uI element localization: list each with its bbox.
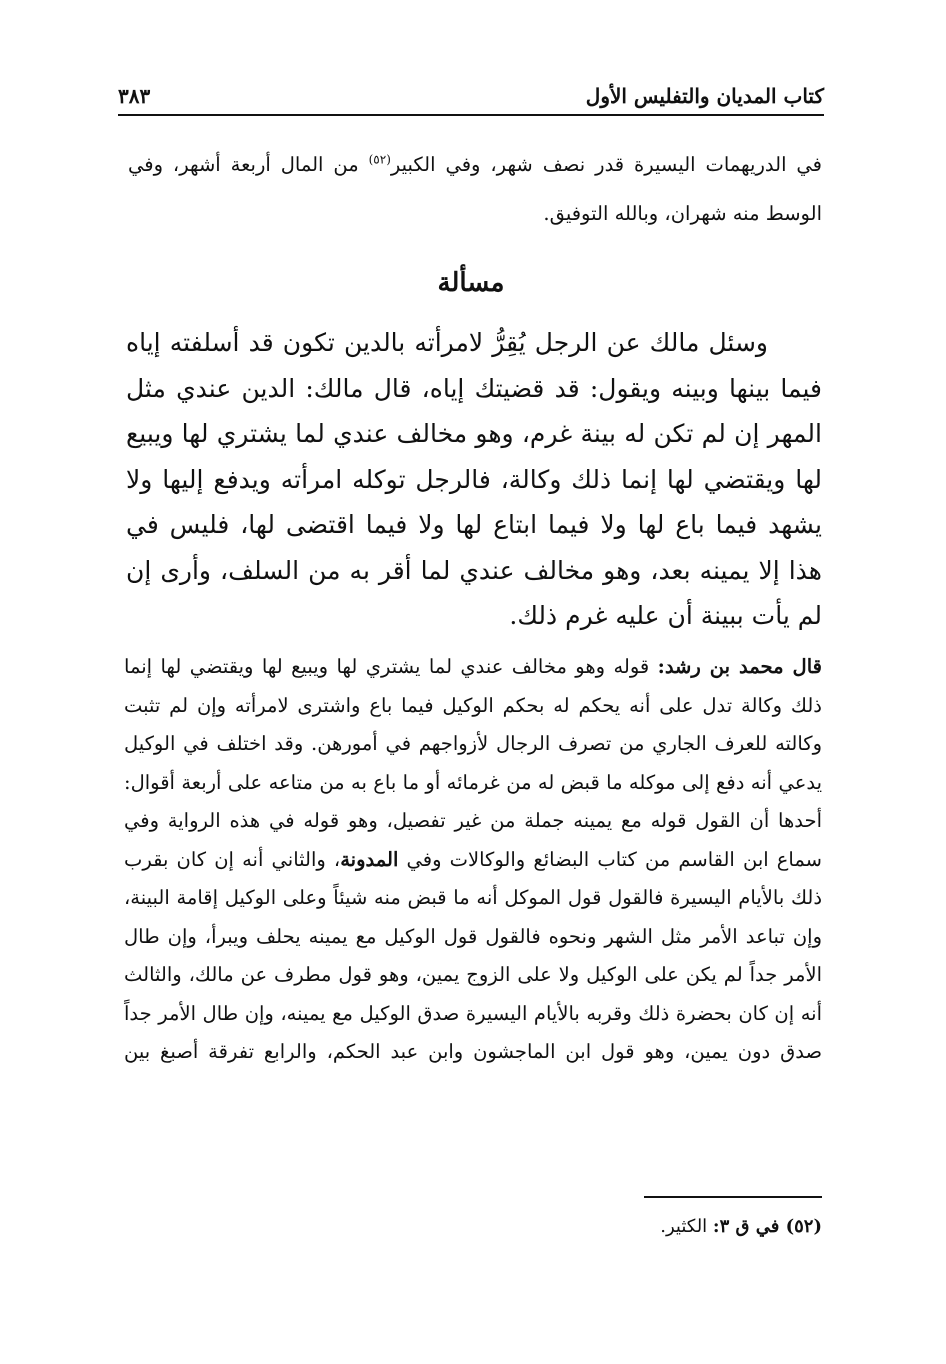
footnote-reference[interactable]: (٥٢) — [368, 152, 391, 167]
footnote-label: (٥٢) في ق ٣: — [712, 1216, 822, 1237]
section-heading: مسألة — [437, 268, 505, 298]
intro-text-end: من المال أربعة أشهر، وفي الوسط منه شهران، وبالله التوفيق. — [128, 153, 822, 225]
commentary-text-part1: قوله وهو مخالف عندي لما يشتري لها ويبيع لها ويقتضي لها إنما ذلك وكالة تدل على أنه يحكم له بحكم الوكيل فيما باع واشترى لامرأته وإن لم تثبت وكالته للعرف الجاري من تصرف الرجال لأزواجهم في أمورهن. وقد اختلف في الوكيل يدعي أنه دفع إلى موكله ما قبض له من غرمائه أو ما باع به من متاعه على أربعة أقوال: أحدها أن القول قوله مع يمينه جملة من غير تفصيل، وهو قوله في هذه الرواية وفي سماع ابن القاسم من كتاب البضائع والوكالات وفي — [124, 655, 822, 871]
commentary-paragraph — [124, 648, 822, 1072]
commentary-emphasis: المدونة — [340, 847, 399, 871]
book-title: كتاب المديان والتفليس الأول — [585, 84, 824, 108]
running-header — [118, 78, 824, 114]
commentary-speaker: قال محمد بن رشد: — [657, 655, 822, 678]
commentary-text-part2: ، والثاني أنه إن كان بقرب ذلك بالأيام اليسيرة فالقول قول الموكل أنه ما قبض منه شيئاً وعلى الوكيل إقامة البينة، وإن تباعد الأمر مثل الشهر ونحوه فالقول قول الوكيل مع يمينه يحلف ويبرأ، وإن طال الأمر جداً لم يكن على الوكيل ولا على الزوج يمين، وهو قول مطرف عن مالك، والثالث أنه إن كان بحضرة ذلك وقربه بالأيام اليسيرة صدق الوكيل مع يمينه، وإن طال الأمر جداً صدق دون يمين، وهو قول ابن الماجشون وابن عبد الحكم، والرابع تفرقة أصبغ بين — [124, 847, 822, 1063]
footnote — [660, 1210, 822, 1244]
intro-paragraph — [128, 140, 822, 238]
header-divider — [118, 114, 824, 116]
footnote-text: الكثير. — [660, 1216, 713, 1237]
intro-text-start: في الدريهمات اليسيرة قدر نصف شهر، وفي الكبير — [390, 153, 822, 176]
question-paragraph: وسئل مالك عن الرجل يُقِرُّ لامرأته بالدين تكون قد أسلفته إياه فيما بينها وبينه ويقول: قد قضيتك إياه، قال مالك: الدين عندي مثل المهر إن لم تكن له بينة غرم، وهو مخالف عندي لما يشتري لها ويبيع لها ويقتضي لها إنما ذلك وكالة، فالرجل توكله امرأته ويدفع إليها ولا يشهد فيما باع لها ولا فيما ابتاع لها ولا فيما اقتضى لها، فليس في هذا إلا يمينه بعد، وهو مخالف عندي لما أقر به من السلف، وأرى إن لم يأت ببينة أن عليه غرم ذلك. — [126, 328, 822, 630]
page-number: ٣٨٣ — [118, 84, 151, 108]
footnote-divider — [644, 1196, 822, 1198]
